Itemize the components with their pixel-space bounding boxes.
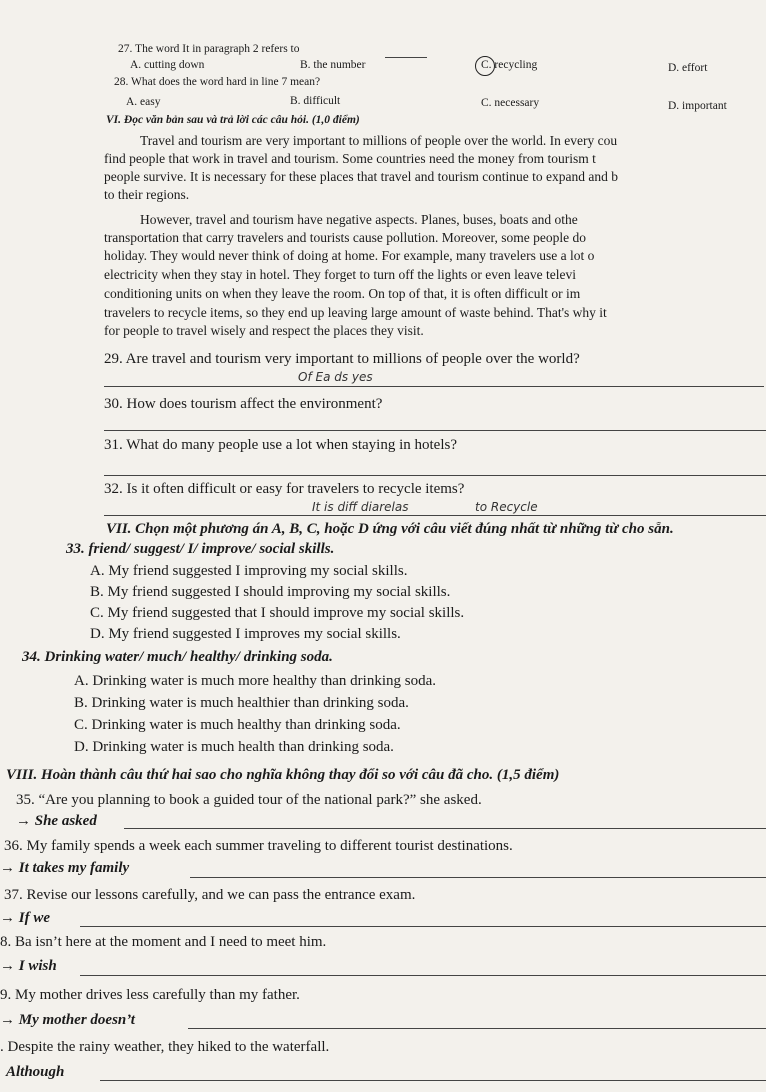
passage-p2-line-6: travelers to recycle items, so they end up leaving large amount of waste behind. That's why it [104, 305, 607, 320]
passage-p2-line-5: conditioning units on when they leave the room. On top of that, it is often difficult or im [104, 286, 581, 301]
question-40: . Despite the rainy weather, they hiked to the waterfall. [0, 1039, 330, 1055]
q34-option-c: C. Drinking water is much healthy than drinking soda. [74, 717, 401, 733]
handwritten-answer-32-part1: It is diff diarelas [312, 500, 409, 514]
handwritten-answer-32-part2: to Recycle [475, 500, 538, 514]
q27-blank [385, 57, 427, 58]
q28-option-b: B. difficult [290, 95, 341, 107]
answer-line-30 [104, 430, 766, 431]
section8-heading: VIII. Hoàn thành câu thứ hai sao cho nghĩa không thay đổi so với câu đã cho. (1,5 điểm) [6, 767, 560, 783]
q34-option-b: B. Drinking water is much healthier than drinking soda. [74, 695, 409, 711]
q27-option-a: A. cutting down [130, 59, 205, 71]
answer-prompt-40: Although [6, 1064, 65, 1080]
q33-stem: 33. friend/ suggest/ I/ improve/ social skills. [66, 541, 335, 557]
question-39: 9. My mother drives less carefully than my father. [0, 987, 300, 1003]
q33-option-d: D. My friend suggested I improves my social skills. [90, 626, 401, 642]
question-38: 8. Ba isn’t here at the moment and I need to meet him. [0, 934, 327, 950]
question-30: 30. How does tourism affect the environment? [104, 396, 383, 412]
answer-line-40 [100, 1080, 766, 1081]
q27-option-d: D. effort [668, 62, 708, 74]
q28-stem: 28. What does the word hard in line 7 mean? [114, 76, 321, 88]
question-36: 36. My family spends a week each summer traveling to different tourist destinations. [4, 838, 513, 854]
answer-line-37 [80, 926, 766, 927]
passage-p2-line-1: However, travel and tourism have negative aspects. Planes, buses, boats and othe [140, 212, 578, 227]
handwritten-answer-29: Of Ea ds yes [298, 370, 373, 384]
passage-p2-line-7: for people to travel wisely and respect the places they visit. [104, 323, 424, 338]
q28-option-d: D. important [668, 100, 727, 112]
answer-prompt-36: → It takes my family [0, 860, 130, 876]
passage-p2-line-3: holiday. They would never think of doing at home. For example, many travelers use a lot o [104, 248, 595, 263]
question-32: 32. Is it often difficult or easy for travelers to recycle items? [104, 481, 465, 497]
section6-heading: VI. Đọc văn bản sau và trả lời các câu hỏi. (1,0 điểm) [106, 114, 360, 126]
q34-option-a: A. Drinking water is much more healthy than drinking soda. [74, 673, 437, 689]
passage-p1-line-3: people survive. It is necessary for these places that travel and tourism continue to expand and b [104, 169, 618, 184]
question-35: 35. “Are you planning to book a guided tour of the national park?” she asked. [16, 792, 482, 808]
q27-option-b: B. the number [300, 59, 366, 71]
q33-option-b: B. My friend suggested I should improving my social skills. [90, 584, 451, 600]
q34-stem: 34. Drinking water/ much/ healthy/ drinking soda. [22, 649, 333, 665]
q27-option-c: C. recycling [481, 59, 538, 71]
q28-option-c: C. necessary [481, 97, 540, 109]
q34-option-d: D. Drinking water is much health than drinking soda. [74, 739, 394, 755]
q27-stem: 27. The word It in paragraph 2 refers to [118, 43, 300, 55]
answer-line-29 [104, 386, 764, 387]
q28-option-a: A. easy [126, 96, 161, 108]
passage-p1-line-1: Travel and tourism are very important to millions of people over the world. In every cou [140, 133, 618, 148]
answer-line-32 [104, 515, 766, 516]
answer-prompt-39: → My mother doesn’t [0, 1012, 135, 1028]
answer-line-35 [124, 828, 766, 829]
answer-prompt-38: → I wish [0, 958, 57, 974]
question-37: 37. Revise our lessons carefully, and we can pass the entrance exam. [4, 887, 416, 903]
passage-p2-line-4: electricity when they stay in hotel. They forget to turn off the lights or even leave televi [104, 267, 576, 282]
answer-line-36 [190, 877, 766, 878]
answer-prompt-37: → If we [0, 910, 50, 926]
q33-option-c: C. My friend suggested that I should improve my social skills. [90, 605, 465, 621]
passage-p1-line-2: find people that work in travel and tourism. Some countries need the money from tourism t [104, 151, 596, 166]
question-31: 31. What do many people use a lot when staying in hotels? [104, 437, 457, 453]
question-29: 29. Are travel and tourism very important to millions of people over the world? [104, 351, 580, 367]
answer-prompt-35: → She asked [16, 813, 97, 829]
answer-line-31 [104, 475, 766, 476]
passage-p2-line-2: transportation that carry travelers and tourists cause pollution. Moreover, some people do [104, 230, 586, 245]
section7-heading: VII. Chọn một phương án A, B, C, hoặc D ứng với câu viết đúng nhất từ những từ cho sẵn. [106, 521, 674, 537]
passage-p1-line-4: to their regions. [104, 187, 190, 202]
answer-line-38 [80, 975, 766, 976]
q33-option-a: A. My friend suggested I improving my social skills. [90, 563, 408, 579]
answer-line-39 [188, 1028, 766, 1029]
